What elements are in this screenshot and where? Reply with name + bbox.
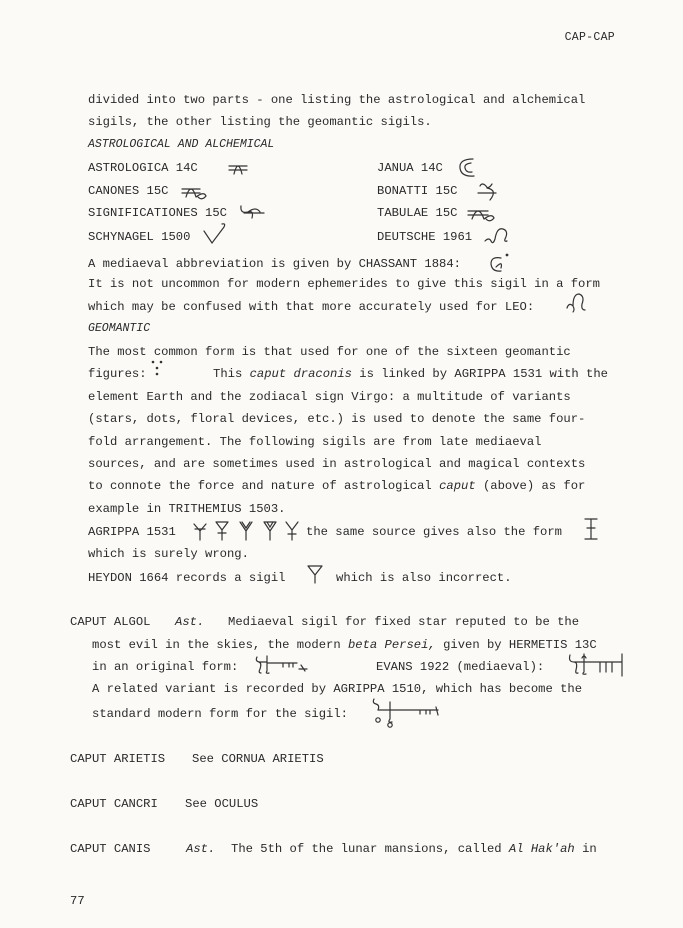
geo-line-2-rest: This caput draconis is linked by AGRIPPA 1531 with the: [213, 367, 608, 381]
geo-line-4: (stars, dots, floral devices, etc.) is used to denote the same four-: [88, 412, 586, 426]
ephem-line-2: which may be confused with that more accurately used for LEO:: [88, 300, 535, 314]
heydon-sigil-icon: [305, 563, 325, 585]
intro-line-2: sigils, the other listing the geomantic sigils.: [88, 115, 432, 129]
algol-line-5: standard modern form for the sigil:: [92, 707, 348, 721]
list-item-canones: CANONES 15C: [88, 184, 169, 198]
cancri-crossref: See OCULUS: [185, 797, 259, 811]
algol-abbr: Ast.: [175, 615, 205, 629]
geomantic-figure-icon: [149, 358, 167, 380]
algol-line-3b: EVANS 1922 (mediaeval):: [376, 660, 545, 674]
entry-term: CAPUT ALGOL: [70, 615, 151, 629]
geo-line-6: sources, and are sometimes used in astrological and magical contexts: [88, 457, 586, 471]
list-item-significationes: SIGNIFICATIONES 15C: [88, 206, 227, 220]
page-number: 77: [70, 894, 85, 908]
entry-caput-canis: [70, 841, 150, 857]
list-item-tabulae: TABULAE 15C: [377, 206, 458, 220]
geo-line-10: which is surely wrong.: [88, 547, 249, 561]
algol-line-1: Mediaeval sigil for fixed star reputed to be the: [228, 615, 580, 629]
list-item-schynagel: SCHYNAGEL 1500: [88, 230, 191, 244]
entry-term: CAPUT CANCRI: [70, 797, 158, 811]
chassant-line: A mediaeval abbreviation is given by CHASSANT 1884:: [88, 257, 461, 271]
entry-caput-arietis: [70, 751, 165, 767]
running-head: CAP-CAP: [564, 31, 615, 44]
geo-line-1: The most common form is that used for one of the sixteen geomantic: [88, 345, 571, 359]
list-item-deutsche: DEUTSCHE 1961: [377, 230, 473, 244]
algol-line-3a: in an original form:: [92, 660, 239, 674]
hermetis-algol-icon: [253, 653, 319, 675]
schynagel-sigil-icon: [200, 221, 230, 247]
canones-sigil-icon: [180, 181, 210, 201]
canis-line-1: The 5th of the lunar mansions, called Al Hak'ah in: [231, 842, 597, 856]
list-item-astrologica: ASTROLOGICA 14C: [88, 161, 198, 175]
janua-sigil-icon: [455, 155, 481, 181]
wrong-form-icon: [582, 516, 600, 542]
ephem-line-1: It is not uncommon for modern ephemerides to give this sigil in a form: [88, 277, 600, 291]
chassant-sigil-icon: [487, 250, 515, 274]
canis-abbr: Ast.: [186, 842, 216, 856]
geomantic-heading: GEOMANTIC: [88, 322, 151, 335]
algol-line-2: most evil in the skies, the modern beta Persei, given by HERMETIS 13C: [92, 638, 597, 652]
entry-term: CAPUT ARIETIS: [70, 752, 166, 766]
geo-line-2: [88, 366, 147, 382]
intro-line-1: divided into two parts - one listing the astrological and alchemical: [88, 93, 586, 107]
heydon-tail: which is also incorrect.: [336, 571, 512, 585]
significationes-sigil-icon: [238, 202, 268, 222]
bonatti-sigil-icon: [476, 180, 500, 202]
entry-caput-algol: [70, 614, 150, 630]
tabulae-sigil-icon: [466, 203, 498, 221]
astro-heading: ASTROLOGICAL AND ALCHEMICAL: [88, 138, 275, 151]
agrippa-label: AGRIPPA 1531: [88, 525, 176, 539]
geo-line-8: example in TRITHEMIUS 1503.: [88, 502, 286, 516]
geo-line-3: element Earth and the zodiacal sign Virgo: a multitude of variants: [88, 390, 571, 404]
geo-line-7: to connote the force and nature of astrological caput (above) as for: [88, 479, 586, 493]
list-item-bonatti: BONATTI 15C: [377, 184, 458, 198]
deutsche-sigil-icon: [483, 223, 511, 245]
astrologica-sigil-icon: [225, 160, 251, 178]
algol-line-4: A related variant is recorded by AGRIPPA 1510, which has become the: [92, 682, 583, 696]
agrippa-tail: the same source gives also the form: [306, 525, 562, 539]
entry-term: CAPUT CANIS: [70, 842, 151, 856]
heydon-line: HEYDON 1664 records a sigil: [88, 571, 286, 585]
geo-line-5: fold arrangement. The following sigils are from late mediaeval: [88, 435, 542, 449]
arietis-crossref: See CORNUA ARIETIS: [192, 752, 324, 766]
entry-caput-cancri: [70, 796, 158, 812]
agrippa-variant-icon: [192, 518, 302, 542]
modern-algol-icon: [368, 697, 448, 729]
leo-sigil-icon: [565, 290, 589, 316]
geo-figures-label: figures:: [88, 367, 147, 381]
caput-draconis-term: caput draconis: [249, 367, 352, 381]
list-item-janua: JANUA 14C: [377, 161, 443, 175]
evans-algol-icon: [566, 650, 626, 678]
